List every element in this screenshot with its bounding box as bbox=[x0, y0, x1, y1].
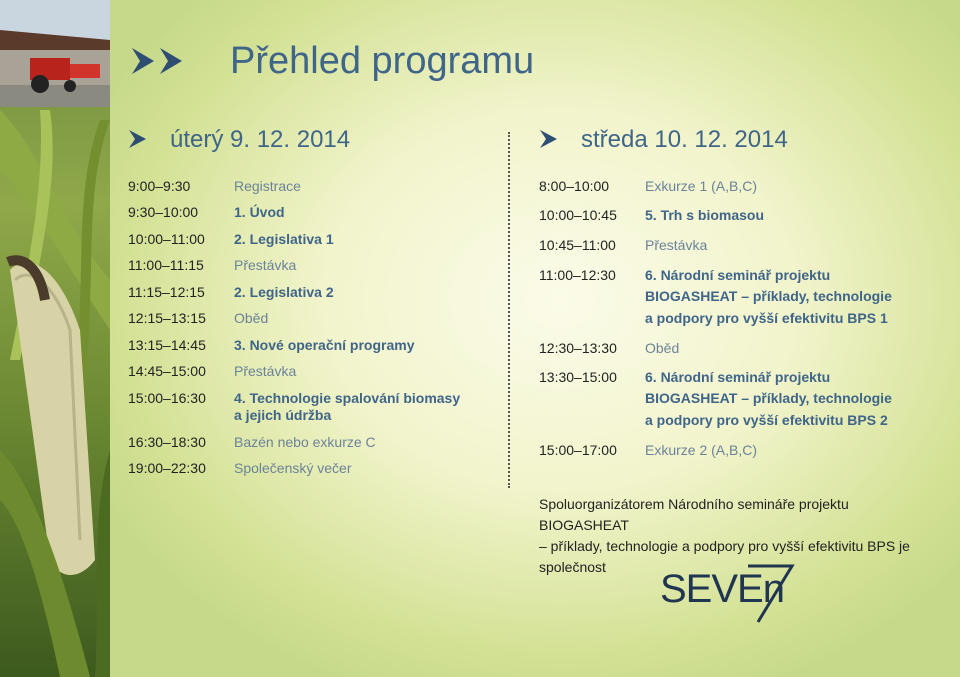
event: Registrace bbox=[234, 178, 301, 194]
tuesday-heading bbox=[128, 126, 350, 154]
time: 15:00–17:00 bbox=[539, 442, 617, 458]
time: 10:45–11:00 bbox=[539, 237, 616, 253]
wednesday-heading bbox=[539, 126, 788, 154]
time: 9:30–10:00 bbox=[128, 204, 199, 220]
time: 9:00–9:30 bbox=[128, 178, 191, 194]
event: Přestávka bbox=[645, 237, 708, 253]
event-line3: a podpory pro vyšší efektivitu BPS 1 bbox=[645, 310, 888, 326]
event: 2. Legislativa 2 bbox=[234, 284, 334, 300]
event: 2. Legislativa 1 bbox=[234, 231, 334, 247]
event: Oběd bbox=[645, 340, 680, 356]
time: 12:30–13:30 bbox=[539, 340, 617, 356]
event: 6. Národní seminář projektu bbox=[645, 267, 831, 283]
event-line2: BIOGASHEAT – příklady, technologie bbox=[645, 288, 892, 304]
event-line2: a jejich údržba bbox=[234, 407, 332, 423]
event: Bazén nebo exkurze C bbox=[234, 434, 376, 450]
event: 3. Nové operační programy bbox=[234, 337, 415, 353]
event: 1. Úvod bbox=[234, 204, 285, 220]
event: Přestávka bbox=[234, 363, 297, 379]
svg-text:SEVEn: SEVEn bbox=[660, 567, 784, 611]
note-line: – příklady, technologie a podpory pro vyšší efektivitu BPS je bbox=[539, 538, 910, 554]
tuesday-date: úterý 9. 12. 2014 bbox=[170, 126, 351, 153]
chevron-right-icon bbox=[539, 126, 559, 154]
event: Oběd bbox=[234, 310, 269, 326]
event-line3: a podpory pro vyšší efektivitu BPS 2 bbox=[645, 412, 888, 428]
event: 6. Národní seminář projektu bbox=[645, 369, 831, 385]
time: 11:00–11:15 bbox=[128, 257, 204, 273]
wednesday-date: středa 10. 12. 2014 bbox=[581, 126, 788, 153]
event-line2: BIOGASHEAT – příklady, technologie bbox=[645, 390, 892, 406]
corn-photo bbox=[0, 0, 110, 677]
time: 16:30–18:30 bbox=[128, 434, 206, 450]
time: 11:00–12:30 bbox=[539, 267, 616, 283]
time: 10:00–11:00 bbox=[128, 231, 205, 247]
double-chevron-icon bbox=[130, 46, 190, 81]
time: 19:00–22:30 bbox=[128, 460, 206, 476]
event: Exkurze 2 (A,B,C) bbox=[645, 442, 758, 458]
time: 12:15–13:15 bbox=[128, 310, 206, 326]
note-line: společnost bbox=[539, 559, 606, 575]
event: Exkurze 1 (A,B,C) bbox=[645, 178, 758, 194]
time: 11:15–12:15 bbox=[128, 284, 205, 300]
seven-logo bbox=[660, 562, 800, 629]
page-title: Přehled programu bbox=[230, 40, 535, 82]
time: 14:45–15:00 bbox=[128, 363, 206, 379]
column-divider bbox=[508, 132, 510, 488]
event: Společenský večer bbox=[234, 460, 352, 476]
note-line: Spoluorganizátorem Národního semináře projektu BIOGASHEAT bbox=[539, 496, 849, 533]
time: 10:00–10:45 bbox=[539, 207, 617, 223]
time: 8:00–10:00 bbox=[539, 178, 610, 194]
event: 5. Trh s biomasou bbox=[645, 207, 765, 223]
time: 13:15–14:45 bbox=[128, 337, 206, 353]
time: 13:30–15:00 bbox=[539, 369, 617, 385]
event: 4. Technologie spalování biomasy bbox=[234, 390, 461, 406]
time: 15:00–16:30 bbox=[128, 390, 206, 406]
event: Přestávka bbox=[234, 257, 297, 273]
chevron-right-icon bbox=[128, 126, 148, 154]
